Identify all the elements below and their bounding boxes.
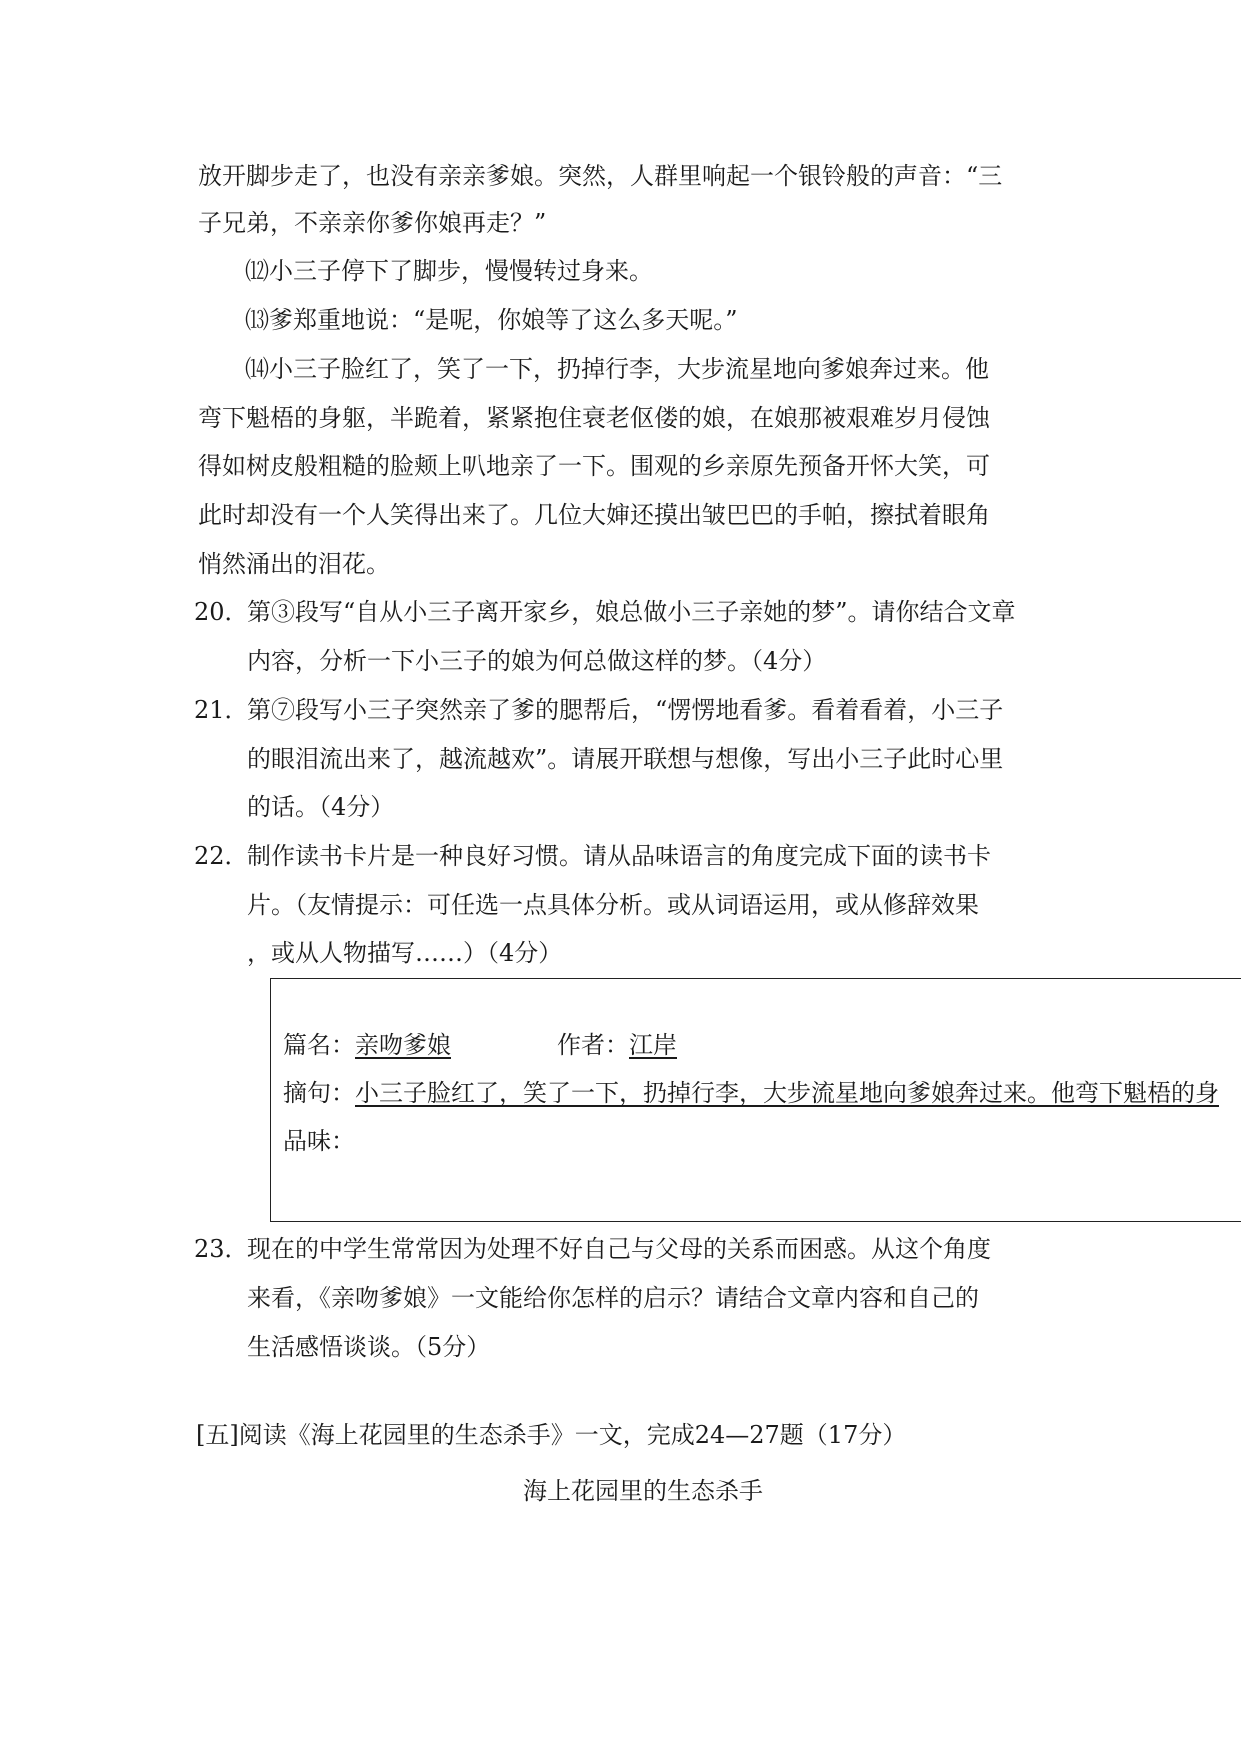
- card-author-label: 作者：: [557, 1031, 629, 1059]
- question-23-line2: 来看，《亲吻爹娘》一文能给你怎样的启示？请结合文章内容和自己的: [247, 1284, 979, 1312]
- section-5-heading: [五]阅读《海上花园里的生态杀手》一文，完成24—27题（17分）: [196, 1421, 907, 1449]
- card-title-value: 亲吻爹娘: [355, 1031, 451, 1059]
- card-excerpt-row: [283, 1077, 1219, 1109]
- reading-card: [270, 978, 1241, 1222]
- card-taste-row: [283, 1125, 355, 1157]
- question-21-line1: 第⑦段写小三子突然亲了爹的腮帮后，“愣愣地看爹。看着看着，小三子: [247, 696, 1004, 724]
- question-22-line1: 制作读书卡片是一种良好习惯。请从品味语言的角度完成下面的读书卡: [247, 842, 991, 870]
- section-5-article-title: 海上花园里的生态杀手: [523, 1477, 763, 1505]
- card-excerpt-value: 小三子脸红了，笑了一下，扔掉行李，大步流星地向爹娘奔过来。他弯下魁梧的身: [355, 1079, 1219, 1107]
- question-21-number: 21．: [194, 696, 249, 724]
- question-23-number: 23．: [194, 1235, 249, 1263]
- question-22-line2: 片。（友情提示：可任选一点具体分析。或从词语运用，或从修辞效果: [247, 891, 979, 919]
- question-20-line2: 内容，分析一下小三子的娘为何总做这样的梦。（4分）: [247, 647, 827, 675]
- passage-p14-line1: ⒁小三子脸红了，笑了一下，扔掉行李，大步流星地向爹娘奔过来。他: [245, 355, 989, 383]
- card-author-value: 江岸: [629, 1031, 677, 1059]
- question-23-line1: 现在的中学生常常因为处理不好自己与父母的关系而困惑。从这个角度: [247, 1235, 991, 1263]
- question-20-number: 20．: [194, 598, 249, 626]
- card-title-row: [283, 1029, 451, 1061]
- card-author-row: [557, 1029, 677, 1061]
- passage-p14-line4: 此时却没有一个人笑得出来了。几位大婶还摸出皱巴巴的手帕，擦拭着眼角: [198, 501, 990, 529]
- passage-p14-line3: 得如树皮般粗糙的脸颊上叭地亲了一下。围观的乡亲原先预备开怀大笑，可: [198, 452, 990, 480]
- card-excerpt-label: 摘句：: [283, 1079, 355, 1107]
- card-taste-label: 品味：: [283, 1127, 355, 1155]
- question-21-line3: 的话。（4分）: [247, 793, 395, 821]
- passage-p14-line2: 弯下魁梧的身躯，半跪着，紧紧抱住衰老伛偻的娘，在娘那被艰难岁月侵蚀: [198, 404, 990, 432]
- passage-p14-line5: 悄然涌出的泪花。: [198, 550, 390, 578]
- passage-p11-line1: 放开脚步走了，也没有亲亲爹娘。突然，人群里响起一个银铃般的声音：“三: [198, 162, 1003, 190]
- passage-p11-line2: 子兄弟，不亲亲你爹你娘再走？”: [198, 209, 547, 237]
- question-21-line2: 的眼泪流出来了，越流越欢”。请展开联想与想像，写出小三子此时心里: [247, 745, 1004, 773]
- question-20-line1: 第③段写“自从小三子离开家乡，娘总做小三子亲她的梦”。请你结合文章: [247, 598, 1016, 626]
- question-23-line3: 生活感悟谈谈。（5分）: [247, 1333, 491, 1361]
- question-22-line3: ，或从人物描写……）（4分）: [247, 939, 563, 967]
- card-title-label: 篇名：: [283, 1031, 355, 1059]
- passage-p13: ⒀爹郑重地说：“是呢，你娘等了这么多天呢。”: [245, 306, 738, 334]
- question-22-number: 22．: [194, 842, 249, 870]
- passage-p12: ⑿小三子停下了脚步，慢慢转过身来。: [245, 257, 653, 285]
